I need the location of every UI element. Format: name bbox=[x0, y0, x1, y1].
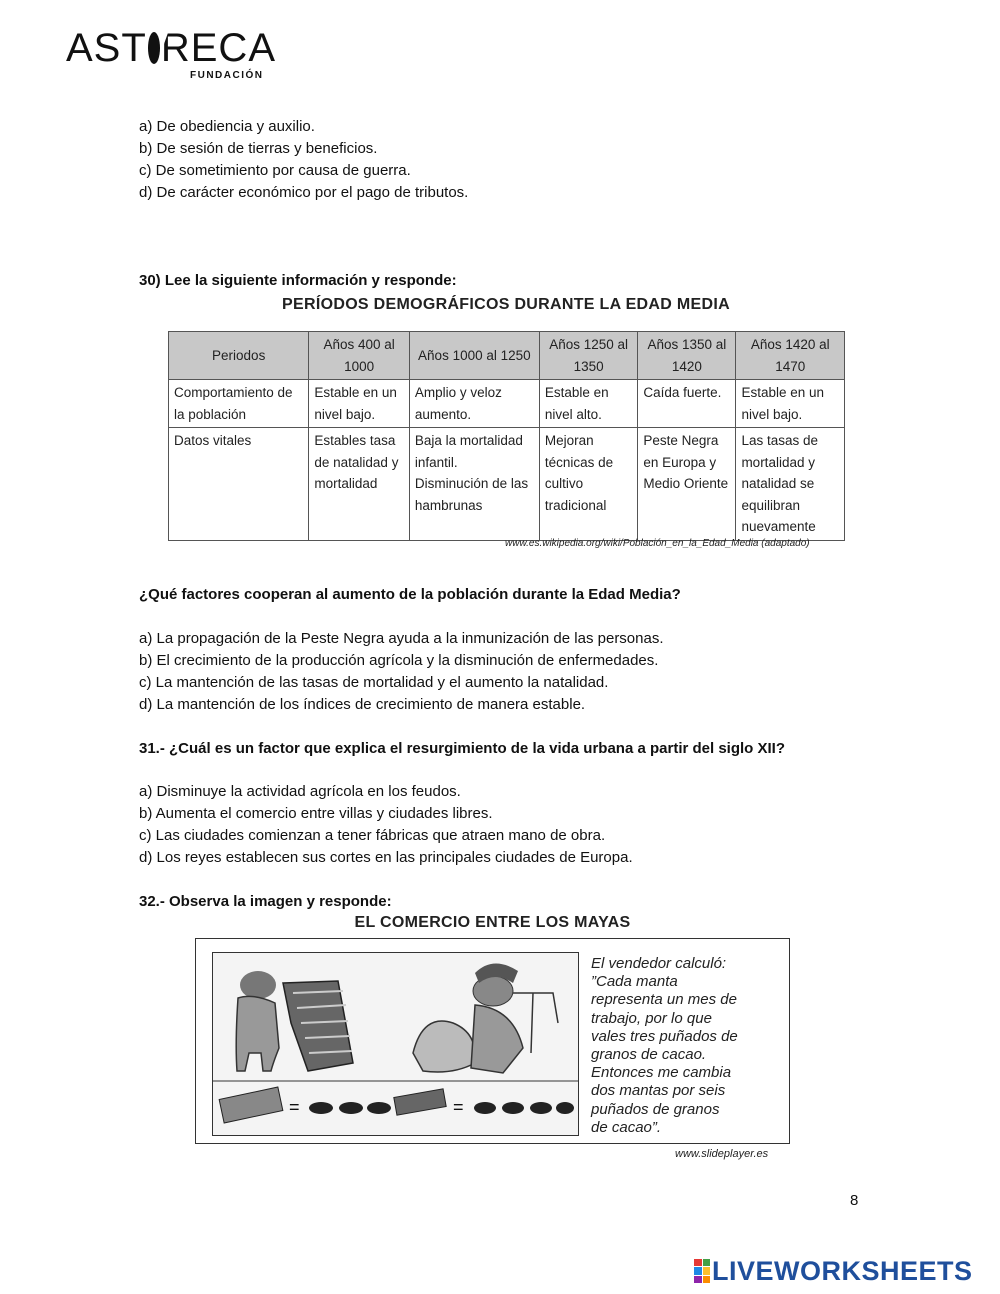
table-row bbox=[169, 428, 845, 541]
table-header: Años 1350 al 1420 bbox=[638, 332, 736, 380]
maya-trade-drawing bbox=[213, 953, 578, 1135]
cacao-handful bbox=[556, 1102, 574, 1114]
blanket-bundle bbox=[219, 1087, 283, 1123]
table-cell: Peste Negra en Europa y Medio Oriente bbox=[638, 428, 736, 541]
blanket-single bbox=[394, 1089, 446, 1115]
table-cell: Estable en un nivel bajo. bbox=[309, 380, 409, 428]
left-figure-body bbox=[236, 996, 279, 1071]
maya-quote bbox=[591, 955, 781, 1137]
prev-option-b: b) De sesión de tierras y beneficios. bbox=[139, 140, 378, 157]
q32-figure-title: EL COMERCIO ENTRE LOS MAYAS bbox=[354, 914, 631, 931]
cacao-sack bbox=[413, 1021, 475, 1072]
prev-option-d: d) De carácter económico por el pago de tributos. bbox=[139, 184, 469, 201]
equals-sign: = bbox=[453, 1097, 464, 1117]
left-figure-head bbox=[240, 971, 276, 999]
liveworksheets-text: LIVEWORKSHEETS bbox=[712, 1255, 973, 1286]
liveworksheets-logo-icon bbox=[694, 1259, 710, 1283]
astoreca-logo bbox=[66, 28, 276, 88]
page-number: 8 bbox=[850, 1192, 859, 1209]
q30-question: ¿Qué factores cooperan al aumento de la población durante la Edad Media? bbox=[139, 586, 681, 603]
q30-option-c: c) La mantención de las tasas de mortalidad y el aumento la natalidad. bbox=[139, 674, 609, 691]
q30-source: www.es.wikipedia.org/wiki/Población_en_la_Edad_Media (adaptado) bbox=[505, 538, 810, 549]
liveworksheets-brand bbox=[694, 1256, 973, 1286]
equals-sign: = bbox=[289, 1097, 300, 1117]
table-cell: Estable en nivel alto. bbox=[539, 380, 637, 428]
demographic-table bbox=[168, 331, 845, 541]
q30-option-a: a) La propagación de la Peste Negra ayuda a la inmunización de las personas. bbox=[139, 630, 664, 647]
table-cell: Estables tasa de natalidad y mortalidad bbox=[309, 428, 409, 541]
quote-line: El vendedor calculó: bbox=[591, 955, 727, 972]
prev-option-c: c) De sometimiento por causa de guerra. bbox=[139, 162, 411, 179]
logo-text-right: RECA bbox=[160, 26, 276, 70]
cacao-handful bbox=[502, 1102, 524, 1114]
table-cell: Comportamiento de la población bbox=[169, 380, 309, 428]
table-cell: Amplio y veloz aumento. bbox=[409, 380, 539, 428]
table-cell: Caída fuerte. bbox=[638, 380, 736, 428]
prev-option-a: a) De obediencia y auxilio. bbox=[139, 118, 315, 135]
logo-subtitle: FUNDACIÓN bbox=[190, 70, 264, 81]
q31-option-b: b) Aumenta el comercio entre villas y ciudades libres. bbox=[139, 805, 493, 822]
table-cell: Datos vitales bbox=[169, 428, 309, 541]
quote-line: Entonces me cambia bbox=[591, 1064, 732, 1082]
quote-line: representa un mes de bbox=[591, 991, 737, 1009]
quote-line: vales tres puñados de bbox=[591, 1027, 738, 1045]
q32-heading: 32.- Observa la imagen y responde: bbox=[139, 893, 392, 910]
q30-table-title: PERÍODOS DEMOGRÁFICOS DURANTE LA EDAD MEDIA bbox=[282, 296, 730, 313]
blanket-shape bbox=[283, 981, 353, 1071]
table-header: Años 1250 al 1350 bbox=[539, 332, 637, 380]
cacao-handful bbox=[339, 1102, 363, 1114]
logo-o-icon bbox=[148, 32, 160, 64]
table-header: Años 1420 al 1470 bbox=[736, 332, 845, 380]
maya-illustration bbox=[212, 952, 579, 1136]
logo-text-left: AST bbox=[66, 26, 147, 70]
cacao-handful bbox=[367, 1102, 391, 1114]
cacao-handful bbox=[309, 1102, 333, 1114]
table-row bbox=[169, 380, 845, 428]
quote-line: puñados de granos bbox=[591, 1100, 720, 1118]
q31-option-a: a) Disminuye la actividad agrícola en los feudos. bbox=[139, 783, 461, 800]
quote-line: de cacao”. bbox=[591, 1118, 662, 1136]
table-header: Periodos bbox=[169, 332, 309, 380]
table-cell: Las tasas de mortalidad y natalidad se equilibran nuevamente bbox=[736, 428, 845, 541]
quote-line: dos mantas por seis bbox=[591, 1082, 726, 1100]
cacao-handful bbox=[530, 1102, 552, 1114]
q31-heading: 31.- ¿Cuál es un factor que explica el resurgimiento de la vida urbana a partir del siglo XII? bbox=[139, 740, 786, 757]
quote-line: ”Cada manta bbox=[591, 973, 678, 991]
q31-option-c: c) Las ciudades comienzan a tener fábricas que atraen mano de obra. bbox=[139, 827, 606, 844]
table-cell: Baja la mortalidad infantil. Disminución de las hambrunas bbox=[409, 428, 539, 541]
q31-option-d: d) Los reyes establecen sus cortes en las principales ciudades de Europa. bbox=[139, 849, 633, 866]
q32-source: www.slideplayer.es bbox=[675, 1148, 769, 1160]
table-cell: Mejoran técnicas de cultivo tradicional bbox=[539, 428, 637, 541]
table-header: Años 1000 al 1250 bbox=[409, 332, 539, 380]
quote-line: trabajo, por lo que bbox=[591, 1009, 712, 1027]
quote-line: granos de cacao. bbox=[591, 1046, 707, 1064]
table-header: Años 400 al 1000 bbox=[309, 332, 409, 380]
q30-option-b: b) El crecimiento de la producción agrícola y la disminución de enfermedades. bbox=[139, 652, 659, 669]
table-cell: Estable en un nivel bajo. bbox=[736, 380, 845, 428]
cacao-handful bbox=[474, 1102, 496, 1114]
q30-option-d: d) La mantención de los índices de crecimiento de manera estable. bbox=[139, 696, 586, 713]
right-figure-body bbox=[471, 1005, 523, 1073]
table-header-row bbox=[169, 332, 845, 380]
q30-heading: 30) Lee la siguiente información y responde: bbox=[139, 272, 457, 289]
